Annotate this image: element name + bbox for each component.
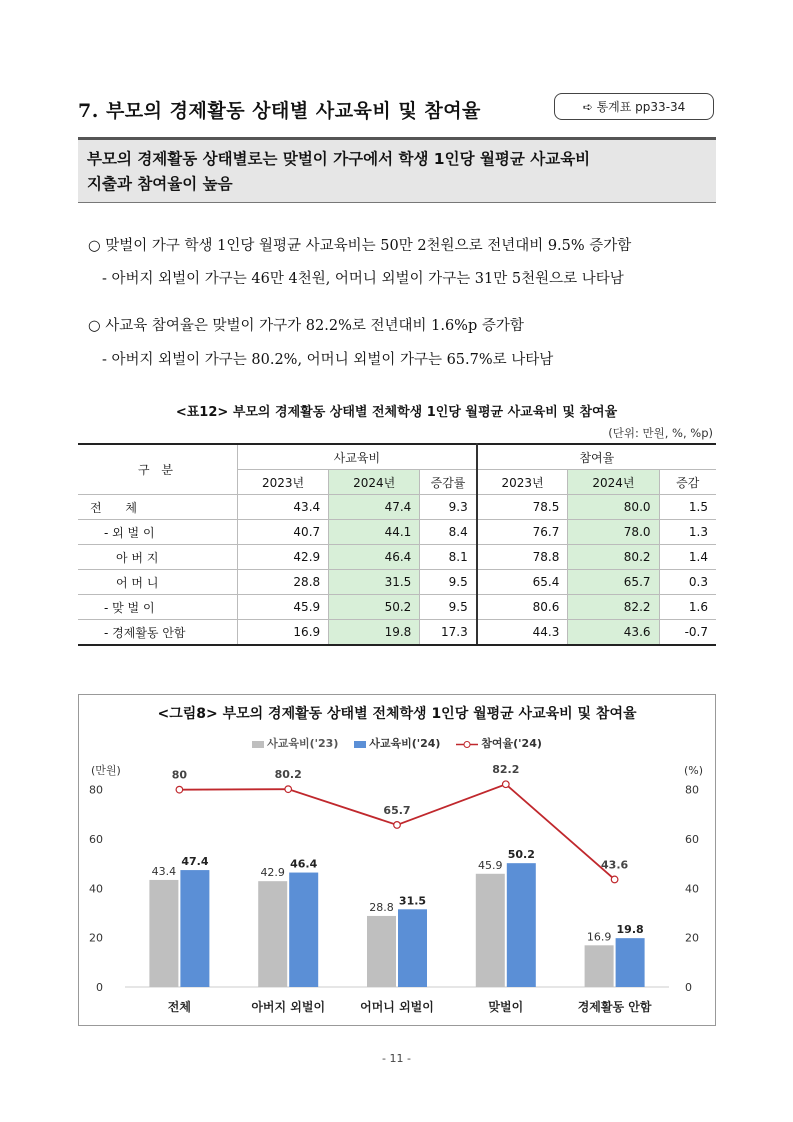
summary-box — [78, 137, 716, 203]
table-cell: 9.5 — [420, 570, 477, 595]
participation-point — [611, 876, 618, 883]
table-row — [78, 595, 716, 620]
table-header-group: 구 분 — [78, 444, 238, 495]
chart-plot — [79, 695, 715, 1025]
section-title: 7. 부모의 경제활동 상태별 사교육비 및 참여율 — [78, 100, 481, 122]
table-cell: 80.6 — [477, 595, 568, 620]
table-unit: (단위: 만원, %, %p) — [608, 426, 713, 440]
table-cell: 16.9 — [238, 620, 329, 646]
subheader: 2024년 — [329, 470, 420, 495]
summary-line-1: 부모의 경제활동 상태별로는 맞벌이 가구에서 학생 1인당 월평균 사교육비 — [87, 150, 591, 168]
table-cell: 50.2 — [329, 595, 420, 620]
bar-2023 — [149, 880, 178, 987]
table-header-cost: 사교육비 — [238, 444, 477, 470]
bar-2023 — [476, 874, 505, 987]
table-row — [78, 620, 716, 646]
table-cell: 42.9 — [238, 545, 329, 570]
legend-label: 사교육비('23) — [267, 737, 339, 750]
bar-2023 — [585, 945, 614, 987]
y2-tick-label: 80 — [685, 783, 699, 797]
table-row — [78, 570, 716, 595]
chart-title: <그림8> 부모의 경제활동 상태별 전체학생 1인당 월평균 사교육비 및 참여율 — [157, 706, 637, 722]
chart-frame — [78, 694, 716, 1026]
y-axis-label: (만원) — [91, 764, 121, 777]
participation-label: 65.7 — [383, 803, 411, 817]
subheader: 2023년 — [238, 470, 329, 495]
table-cell: 8.4 — [420, 520, 477, 545]
table-cell: 1.5 — [659, 495, 716, 520]
bar-2023 — [367, 916, 396, 987]
table-cell: 78.0 — [568, 520, 659, 545]
legend-label: 사교육비('24) — [369, 737, 441, 750]
row-label: - 경제활동 안함 — [78, 620, 238, 646]
x-tick-label: 맞벌이 — [488, 1000, 524, 1014]
bar-2023-label: 42.9 — [260, 866, 285, 880]
body-line-2: - 아버지 외벌이 가구는 46만 4천원, 어머니 외벌이 가구는 31만 5천원으로 나타남 — [102, 271, 624, 287]
y2-tick-label: 20 — [685, 931, 699, 945]
x-tick-label: 아버지 외벌이 — [251, 1000, 326, 1014]
stats-table — [78, 443, 716, 646]
table-cell: -0.7 — [659, 620, 716, 646]
bar-2024 — [507, 863, 536, 987]
table-cell: 43.4 — [238, 495, 329, 520]
bar-2024 — [289, 873, 318, 987]
bar-2024 — [616, 938, 645, 987]
row-label: 전 체 — [78, 495, 238, 520]
table-cell: 1.3 — [659, 520, 716, 545]
participation-label: 43.6 — [601, 858, 629, 872]
y2-tick-label: 60 — [685, 833, 699, 846]
table-cell: 9.3 — [420, 495, 477, 520]
table-cell: 19.8 — [329, 620, 420, 646]
bar-2023-label: 28.8 — [369, 900, 394, 914]
y-tick-label: 40 — [89, 882, 103, 896]
hand-pointing-icon: ➪ — [582, 100, 593, 114]
x-tick-label: 전체 — [167, 1000, 191, 1014]
table-cell: 1.6 — [659, 595, 716, 620]
bar-2024-label: 46.4 — [290, 857, 318, 871]
participation-label: 82.2 — [492, 763, 520, 777]
row-label: - 외 벌 이 — [78, 520, 238, 545]
reference-text: 통계표 pp33-34 — [596, 100, 686, 114]
table-row — [78, 520, 716, 545]
bar-2024-label: 19.8 — [616, 923, 644, 937]
bar-2024-label: 50.2 — [507, 848, 535, 862]
table-cell: 78.5 — [477, 495, 568, 520]
row-label: - 맞 벌 이 — [78, 595, 238, 620]
participation-label: 80 — [171, 768, 188, 782]
body-line-1: ○ 맞벌이 가구 학생 1인당 월평균 사교육비는 50만 2천원으로 전년대비 9.5% 증가함 — [88, 238, 632, 254]
legend-label: 참여율('24) — [481, 737, 542, 750]
participation-point — [285, 786, 292, 793]
table-cell: 78.8 — [477, 545, 568, 570]
table-cell: 44.1 — [329, 520, 420, 545]
y-tick-label: 80 — [89, 783, 103, 797]
table-cell: 82.2 — [568, 595, 659, 620]
table-cell: 47.4 — [329, 495, 420, 520]
bar-2024 — [398, 909, 427, 987]
reference-box — [554, 93, 714, 120]
table-caption: <표12> 부모의 경제활동 상태별 전체학생 1인당 월평균 사교육비 및 참여율 — [175, 405, 618, 420]
y2-axis-label: (%) — [684, 764, 704, 777]
table-row — [78, 545, 716, 570]
body-line-4: - 아버지 외벌이 가구는 80.2%, 어머니 외벌이 가구는 65.7%로 나타남 — [102, 352, 554, 368]
row-label: 아 버 지 — [78, 545, 238, 570]
table-cell: 44.3 — [477, 620, 568, 646]
table-cell: 8.1 — [420, 545, 477, 570]
y-tick-label: 20 — [89, 931, 103, 945]
bar-2024 — [180, 870, 209, 987]
y2-tick-label: 40 — [685, 882, 699, 896]
body-line-3: ○ 사교육 참여율은 맞벌이 가구가 82.2%로 전년대비 1.6%p 증가함 — [88, 318, 524, 334]
table-cell: 46.4 — [329, 545, 420, 570]
table-cell: 40.7 — [238, 520, 329, 545]
bar-2023-label: 16.9 — [586, 930, 612, 944]
participation-label: 80.2 — [274, 768, 302, 782]
bar-2023 — [258, 881, 287, 987]
participation-point — [176, 786, 183, 793]
table-cell: 28.8 — [238, 570, 329, 595]
participation-line — [179, 784, 614, 879]
x-tick-label: 어머니 외벌이 — [360, 1000, 434, 1014]
table-cell: 1.4 — [659, 545, 716, 570]
bar-2023-label: 43.4 — [151, 864, 177, 878]
subheader: 증감 — [659, 470, 716, 495]
bar-2024-label: 31.5 — [398, 894, 427, 908]
participation-point — [503, 781, 510, 788]
table-cell: 0.3 — [659, 570, 716, 595]
table-cell: 17.3 — [420, 620, 477, 646]
y-tick-label: 0 — [96, 981, 103, 994]
subheader: 2024년 — [568, 470, 659, 495]
table-cell: 31.5 — [329, 570, 420, 595]
table-cell: 43.6 — [568, 620, 659, 646]
table-cell: 80.2 — [568, 545, 659, 570]
table-cell: 65.7 — [568, 570, 659, 595]
table-cell: 65.4 — [477, 570, 568, 595]
participation-point — [394, 822, 401, 829]
row-label: 어 머 니 — [78, 570, 238, 595]
table-cell: 76.7 — [477, 520, 568, 545]
x-tick-label: 경제활동 안함 — [577, 1000, 652, 1014]
table-cell: 45.9 — [238, 595, 329, 620]
subheader: 2023년 — [477, 470, 568, 495]
page-number: - 11 - — [382, 1052, 411, 1065]
bar-2023-label: 45.9 — [478, 858, 503, 872]
table-cell: 9.5 — [420, 595, 477, 620]
subheader: 증감률 — [420, 470, 477, 495]
table-header-rate: 참여율 — [477, 444, 716, 470]
table-cell: 80.0 — [568, 495, 659, 520]
y-tick-label: 60 — [89, 833, 103, 846]
table-row — [78, 495, 716, 520]
summary-line-2: 지출과 참여율이 높음 — [87, 175, 233, 193]
y2-tick-label: 0 — [685, 981, 692, 994]
bar-2024-label: 47.4 — [181, 855, 209, 869]
